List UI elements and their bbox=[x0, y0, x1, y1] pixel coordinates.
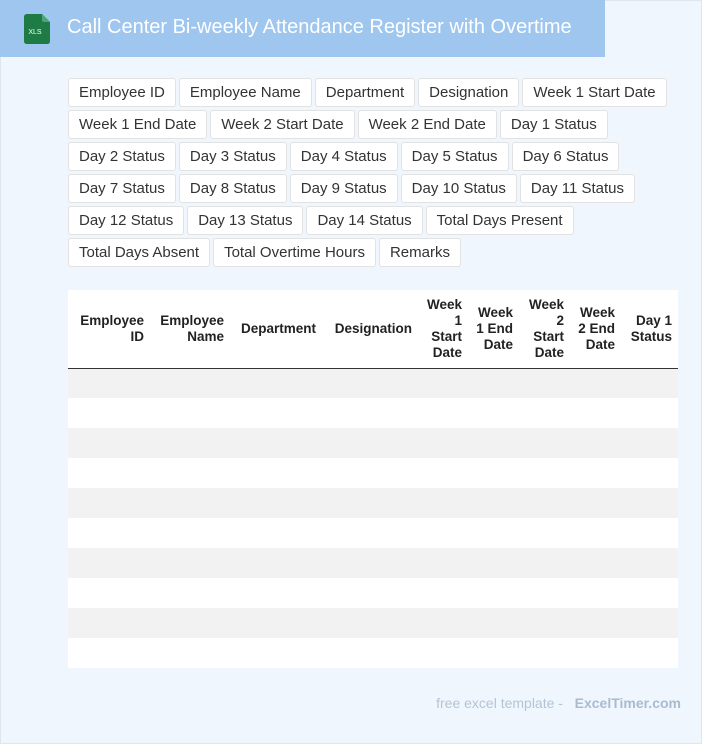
table-row bbox=[68, 398, 678, 428]
field-tag[interactable]: Employee ID bbox=[68, 78, 176, 107]
field-tag[interactable]: Day 1 Status bbox=[500, 110, 608, 139]
table-cell[interactable] bbox=[68, 638, 150, 668]
table-cell[interactable] bbox=[230, 638, 322, 668]
table-cell[interactable] bbox=[621, 488, 678, 518]
table-cell[interactable] bbox=[230, 368, 322, 398]
table-row bbox=[68, 368, 678, 398]
table-cell[interactable] bbox=[68, 608, 150, 638]
column-header: Department bbox=[240, 320, 316, 336]
table-cell[interactable] bbox=[621, 368, 678, 398]
table-cell[interactable] bbox=[621, 578, 678, 608]
table-cell[interactable] bbox=[230, 608, 322, 638]
field-tag[interactable]: Week 1 End Date bbox=[68, 110, 207, 139]
table-cell[interactable] bbox=[468, 518, 519, 548]
column-header: Week 2 End Date bbox=[578, 304, 615, 352]
field-tag[interactable]: Total Days Absent bbox=[68, 238, 210, 267]
table-cell[interactable] bbox=[570, 458, 621, 488]
table-cell[interactable] bbox=[230, 398, 322, 428]
attendance-table bbox=[68, 290, 678, 668]
field-tag[interactable]: Remarks bbox=[379, 238, 461, 267]
page-title: Call Center Bi-weekly Attendance Register with Overtime bbox=[67, 16, 572, 38]
field-tag[interactable]: Week 2 End Date bbox=[358, 110, 497, 139]
table-cell[interactable] bbox=[468, 578, 519, 608]
table-cell[interactable] bbox=[230, 428, 322, 458]
file-badge-text: XLS bbox=[28, 29, 42, 36]
table-cell[interactable] bbox=[68, 578, 150, 608]
table-cell[interactable] bbox=[570, 518, 621, 548]
table-cell[interactable] bbox=[68, 458, 150, 488]
table-cell[interactable] bbox=[418, 398, 468, 428]
table-row bbox=[68, 638, 678, 668]
table-cell[interactable] bbox=[570, 368, 621, 398]
table-cell[interactable] bbox=[519, 638, 570, 668]
table-cell[interactable] bbox=[68, 548, 150, 578]
column-header: Employee Name bbox=[160, 312, 224, 344]
table-cell[interactable] bbox=[150, 368, 230, 398]
table-cell[interactable] bbox=[418, 458, 468, 488]
column-header: Week 2 Start Date bbox=[528, 296, 564, 360]
table-cell[interactable] bbox=[418, 578, 468, 608]
table-cell[interactable] bbox=[621, 548, 678, 578]
column-header: Week 1 End Date bbox=[476, 304, 513, 352]
field-tag[interactable]: Day 7 Status bbox=[68, 174, 176, 203]
table-cell[interactable] bbox=[418, 608, 468, 638]
table-cell[interactable] bbox=[468, 608, 519, 638]
field-tag[interactable]: Day 10 Status bbox=[401, 174, 517, 203]
field-tag[interactable]: Day 5 Status bbox=[401, 142, 509, 171]
column-header: Employee ID bbox=[80, 312, 144, 344]
table-cell[interactable] bbox=[68, 398, 150, 428]
table-cell[interactable] bbox=[322, 398, 418, 428]
table-cell[interactable] bbox=[418, 548, 468, 578]
table-row bbox=[68, 488, 678, 518]
table-row bbox=[68, 458, 678, 488]
field-tag[interactable]: Day 3 Status bbox=[179, 142, 287, 171]
field-tag[interactable]: Day 14 Status bbox=[306, 206, 422, 235]
footer-brand-link[interactable]: ExcelTimer.com bbox=[574, 695, 681, 711]
field-tag[interactable]: Day 2 Status bbox=[68, 142, 176, 171]
table-cell[interactable] bbox=[570, 638, 621, 668]
column-header: Designation bbox=[334, 320, 412, 336]
table-cell[interactable] bbox=[150, 488, 230, 518]
table-cell[interactable] bbox=[322, 488, 418, 518]
table-row bbox=[68, 518, 678, 548]
table-cell[interactable] bbox=[621, 398, 678, 428]
table-cell[interactable] bbox=[418, 368, 468, 398]
table-cell[interactable] bbox=[519, 578, 570, 608]
table-cell[interactable] bbox=[468, 488, 519, 518]
table-cell[interactable] bbox=[519, 458, 570, 488]
table-cell[interactable] bbox=[322, 578, 418, 608]
table-cell[interactable] bbox=[322, 638, 418, 668]
table-cell[interactable] bbox=[418, 638, 468, 668]
table-cell[interactable] bbox=[570, 398, 621, 428]
table-cell[interactable] bbox=[150, 428, 230, 458]
field-tag[interactable]: Day 13 Status bbox=[187, 206, 303, 235]
table-cell[interactable] bbox=[322, 518, 418, 548]
table-cell[interactable] bbox=[468, 548, 519, 578]
table-cell[interactable] bbox=[322, 428, 418, 458]
table-cell[interactable] bbox=[68, 488, 150, 518]
table-cell[interactable] bbox=[621, 428, 678, 458]
table-cell[interactable] bbox=[468, 638, 519, 668]
table-cell[interactable] bbox=[150, 458, 230, 488]
table-cell[interactable] bbox=[519, 488, 570, 518]
table-cell[interactable] bbox=[621, 458, 678, 488]
table-cell[interactable] bbox=[322, 368, 418, 398]
field-tag[interactable]: Designation bbox=[418, 78, 519, 107]
table-cell[interactable] bbox=[150, 638, 230, 668]
table-cell[interactable] bbox=[570, 488, 621, 518]
table-cell[interactable] bbox=[322, 548, 418, 578]
table-cell[interactable] bbox=[570, 608, 621, 638]
table-cell[interactable] bbox=[322, 608, 418, 638]
table-row bbox=[68, 578, 678, 608]
table-cell[interactable] bbox=[230, 458, 322, 488]
field-tag[interactable]: Day 11 Status bbox=[520, 174, 635, 203]
field-tag-list bbox=[68, 78, 700, 267]
table-cell[interactable] bbox=[418, 518, 468, 548]
field-tag[interactable]: Day 9 Status bbox=[290, 174, 398, 203]
field-tag[interactable]: Employee Name bbox=[179, 78, 312, 107]
table-cell[interactable] bbox=[621, 608, 678, 638]
table-cell[interactable] bbox=[230, 488, 322, 518]
footer-credit bbox=[436, 695, 681, 711]
field-tag[interactable]: Total Days Present bbox=[426, 206, 574, 235]
field-tag[interactable]: Day 12 Status bbox=[68, 206, 184, 235]
field-tag[interactable]: Total Overtime Hours bbox=[213, 238, 376, 267]
table-cell[interactable] bbox=[519, 368, 570, 398]
table-cell[interactable] bbox=[418, 488, 468, 518]
table-cell[interactable] bbox=[230, 518, 322, 548]
table-cell[interactable] bbox=[621, 638, 678, 668]
header-bar bbox=[0, 0, 605, 57]
table-cell[interactable] bbox=[519, 608, 570, 638]
table-cell[interactable] bbox=[519, 428, 570, 458]
table-cell[interactable] bbox=[519, 518, 570, 548]
table-cell[interactable] bbox=[68, 518, 150, 548]
field-tag[interactable]: Day 8 Status bbox=[179, 174, 287, 203]
table-cell[interactable] bbox=[468, 428, 519, 458]
table-cell[interactable] bbox=[570, 578, 621, 608]
table-cell[interactable] bbox=[418, 428, 468, 458]
table-cell[interactable] bbox=[570, 548, 621, 578]
table-cell[interactable] bbox=[150, 608, 230, 638]
column-header: Week 1 Start Date bbox=[426, 296, 462, 360]
table-cell[interactable] bbox=[468, 368, 519, 398]
table-header-row bbox=[68, 290, 678, 368]
table-row bbox=[68, 428, 678, 458]
footer-prefix: free excel template - bbox=[436, 695, 563, 711]
excel-file-icon bbox=[24, 14, 50, 44]
column-header: Day 1 Status bbox=[630, 312, 672, 344]
table-cell[interactable] bbox=[230, 548, 322, 578]
field-tag[interactable]: Department bbox=[315, 78, 415, 107]
field-tag[interactable]: Day 4 Status bbox=[290, 142, 398, 171]
table-cell[interactable] bbox=[322, 458, 418, 488]
table-row bbox=[68, 548, 678, 578]
table-cell[interactable] bbox=[468, 458, 519, 488]
table-cell[interactable] bbox=[150, 398, 230, 428]
table-cell[interactable] bbox=[150, 518, 230, 548]
table-body bbox=[68, 368, 678, 668]
table-cell[interactable] bbox=[519, 548, 570, 578]
field-tag[interactable]: Day 6 Status bbox=[512, 142, 620, 171]
field-tag[interactable]: Week 1 Start Date bbox=[522, 78, 666, 107]
table-cell[interactable] bbox=[519, 398, 570, 428]
table-cell[interactable] bbox=[68, 368, 150, 398]
table-cell[interactable] bbox=[150, 578, 230, 608]
table-cell[interactable] bbox=[570, 428, 621, 458]
table-cell[interactable] bbox=[230, 578, 322, 608]
table-row bbox=[68, 608, 678, 638]
table-cell[interactable] bbox=[468, 398, 519, 428]
table-cell[interactable] bbox=[621, 518, 678, 548]
table-cell[interactable] bbox=[150, 548, 230, 578]
table-cell[interactable] bbox=[68, 428, 150, 458]
field-tag[interactable]: Week 2 Start Date bbox=[210, 110, 354, 139]
